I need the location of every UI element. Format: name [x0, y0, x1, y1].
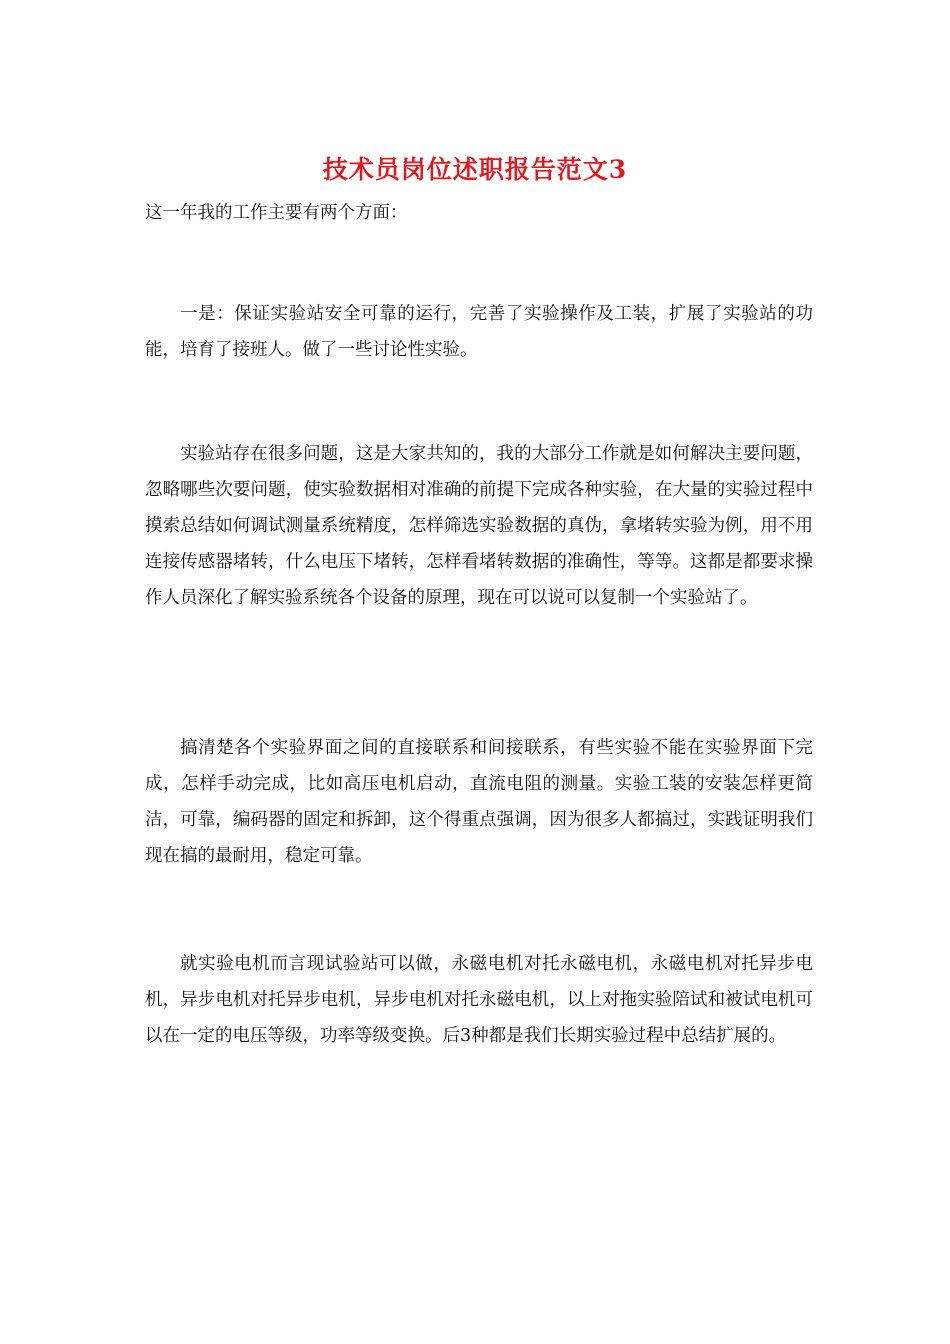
document-title: 技术员岗位述职报告范文3	[322, 155, 628, 184]
paragraph-4: 就实验电机而言现试验站可以做，永磁电机对托永磁电机，永磁电机对托异步电机，异步电机对托异步电机，异步电机对托永磁电机，以上对拖实验陪试和被试电机可以在一定的电压等级，功率等级变换。后3种都是我们长期实验过程中总结扩展的。	[145, 954, 813, 1046]
paragraph-2: 实验站存在很多问题，这是大家共知的，我的大部分工作就是如何解决主要问题，忽略哪些次要问题，使实验数据相对准确的前提下完成各种实验，在大量的实验过程中摸索总结如何调试测量系统精度，怎样筛选实验数据的真伪，拿堵转实验为例，用不用连接传感器堵转，什么电压下堵转，怎样看堵转数据的准确性，等等。这都是都要求操作人员深化了解实验系统各个设备的原理，现在可以说可以复制一个实验站了。	[145, 444, 813, 608]
intro-line: 这一年我的工作主要有两个方面：	[145, 203, 408, 223]
paragraph-1: 一是：保证实验站安全可靠的运行，完善了实验操作及工装，扩展了实验站的功能，培育了接班人。做了一些讨论性实验。	[145, 304, 813, 360]
paragraph-3: 搞清楚各个实验界面之间的直接联系和间接联系，有些实验不能在实验界面下完成，怎样手动完成，比如高压电机启动，直流电阻的测量。实验工装的安装怎样更简洁，可靠，编码器的固定和拆卸，这个得重点强调，因为很多人都搞过，实践证明我们现在搞的最耐用，稳定可靠。	[145, 738, 813, 866]
